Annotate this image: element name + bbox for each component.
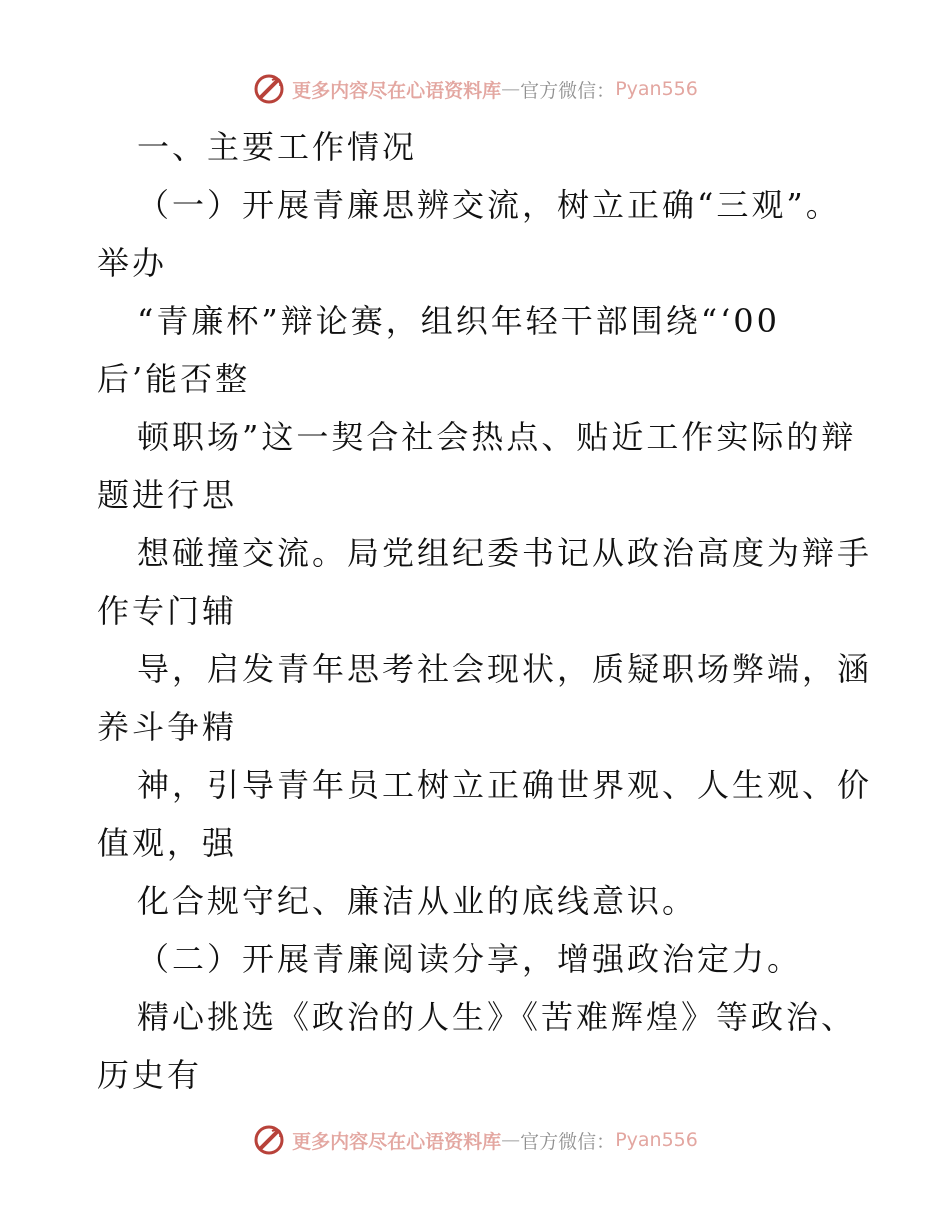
watermark-wechat-label: 官方微信： bbox=[520, 1130, 616, 1153]
text-line: 想碰撞交流。局党组纪委书记从政治高度为辩手 bbox=[137, 534, 873, 572]
watermark-separator: — bbox=[501, 78, 521, 100]
brush-logo-icon bbox=[252, 72, 286, 106]
text-line: 题进行思 bbox=[97, 476, 238, 514]
text-line: 精心挑选《政治的人生》《苦难辉煌》等政治、 bbox=[137, 998, 857, 1036]
text-line: 顿职场”这一契合社会热点、贴近工作实际的辩 bbox=[137, 418, 857, 456]
text-line: 后’能否整 bbox=[97, 360, 251, 398]
text-line: （二）开展青廉阅读分享，增强政治定力。 bbox=[137, 940, 803, 978]
text-line: 化合规守纪、廉洁从业的底线意识。 bbox=[137, 882, 698, 920]
text-line: 养斗争精 bbox=[97, 708, 238, 746]
watermark-wechat-label: 官方微信： bbox=[520, 79, 616, 102]
footer-watermark bbox=[0, 1123, 950, 1157]
text-line: “青廉杯”辩论赛，组织年轻干部围绕“‘00 bbox=[137, 302, 780, 340]
text-line: 一、主要工作情况 bbox=[137, 128, 418, 166]
watermark-main-text: 更多内容尽在心语资料库 bbox=[292, 1130, 502, 1153]
header-watermark bbox=[0, 72, 950, 106]
text-line: 导，启发青年思考社会现状，质疑职场弊端，涵 bbox=[137, 650, 873, 688]
watermark-wechat-id: Pyan556 bbox=[615, 78, 698, 100]
brush-logo-icon bbox=[252, 1123, 286, 1157]
text-line: 历史有 bbox=[97, 1056, 203, 1094]
text-line: 作专门辅 bbox=[97, 592, 238, 630]
text-line: （一）开展青廉思辨交流，树立正确“三观”。 bbox=[137, 186, 841, 224]
text-line: 神，引导青年员工树立正确世界观、人生观、价 bbox=[137, 766, 873, 804]
watermark-wechat-id: Pyan556 bbox=[615, 1129, 698, 1151]
watermark-separator: — bbox=[501, 1129, 521, 1151]
text-line: 值观，强 bbox=[97, 824, 238, 862]
watermark-main-text: 更多内容尽在心语资料库 bbox=[292, 79, 502, 102]
text-line: 举办 bbox=[97, 244, 168, 282]
document-body bbox=[97, 118, 877, 1104]
